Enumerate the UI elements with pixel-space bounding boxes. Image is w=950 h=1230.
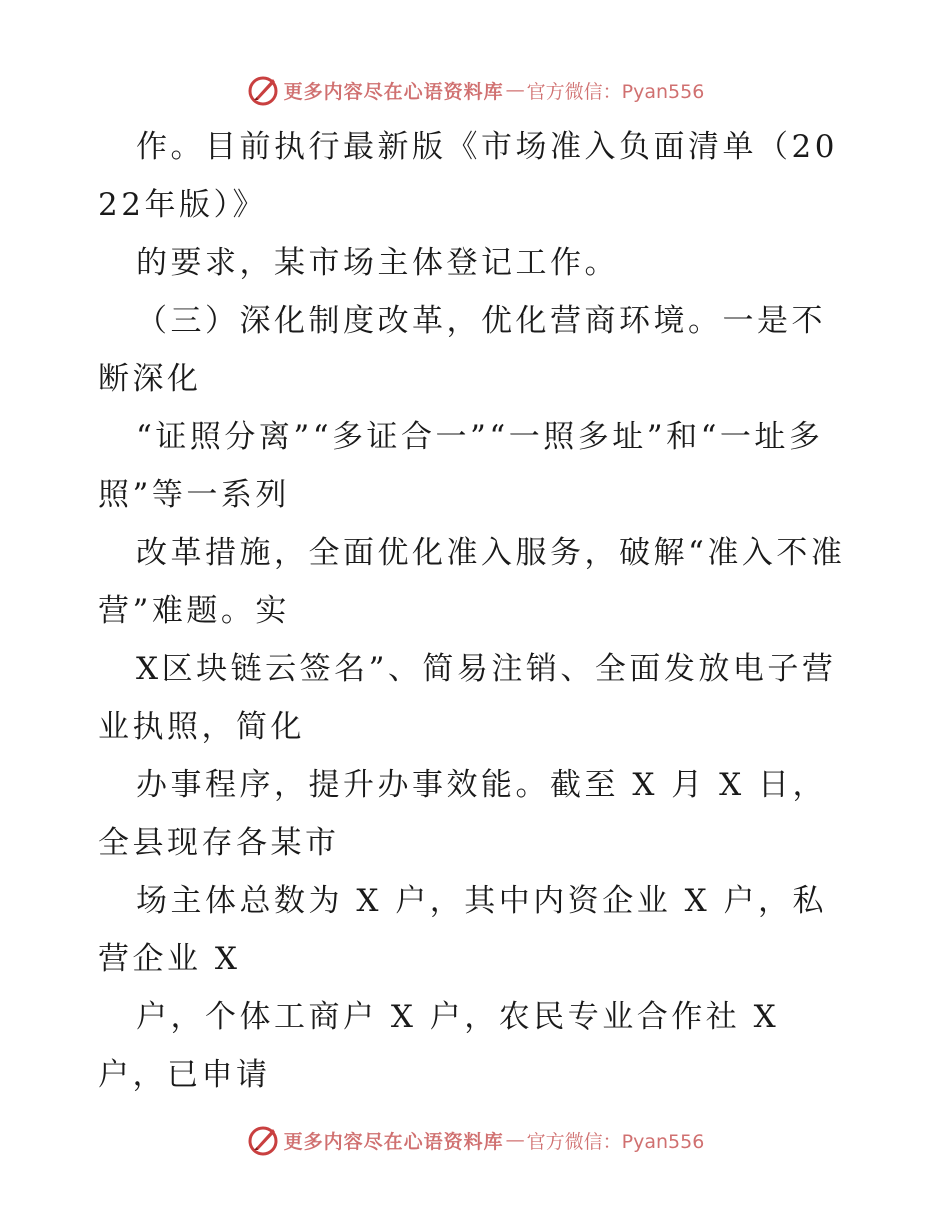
- paragraph: 的要求，某市场主体登记工作。: [136, 245, 619, 281]
- paragraph: 办事程序，提升办事效能。截至 X 月 X 日，全县现存各某市: [98, 767, 828, 861]
- footer-watermark: [0, 1120, 950, 1160]
- paragraph: 改革措施，全面优化准入服务，破解“准入不准营”难题。实: [98, 535, 846, 629]
- watermark-text: 更多内容尽在心语资料库: [283, 1130, 504, 1153]
- quill-logo-icon: [246, 73, 280, 107]
- quill-logo-icon: [246, 1123, 280, 1157]
- paragraph: X区块链云签名”、简易注销、全面发放电子营业执照，简化: [98, 651, 837, 745]
- paragraph: 户，个体工商户 X 户，农民专业合作社 X 户，已申请: [98, 999, 780, 1093]
- document-body: [98, 118, 858, 1104]
- watermark-text: 更多内容尽在心语资料库: [283, 80, 504, 103]
- paragraph: （三）深化制度改革，优化营商环境。一是不断深化: [98, 303, 826, 397]
- paragraph: 作。目前执行最新版《市场准入负面清单（2022年版）》: [98, 129, 838, 223]
- paragraph: “证照分离”“多证合一”“一照多址”和“一址多照”等一系列: [98, 419, 824, 513]
- watermark-suffix: 官方微信：Pyan556: [526, 80, 705, 103]
- header-watermark: [0, 70, 950, 110]
- watermark-suffix: 官方微信：Pyan556: [526, 1130, 705, 1153]
- paragraph: 场主体总数为 X 户，其中内资企业 X 户，私营企业 X: [98, 883, 828, 977]
- watermark-separator: —: [505, 79, 525, 101]
- watermark-separator: —: [505, 1129, 525, 1151]
